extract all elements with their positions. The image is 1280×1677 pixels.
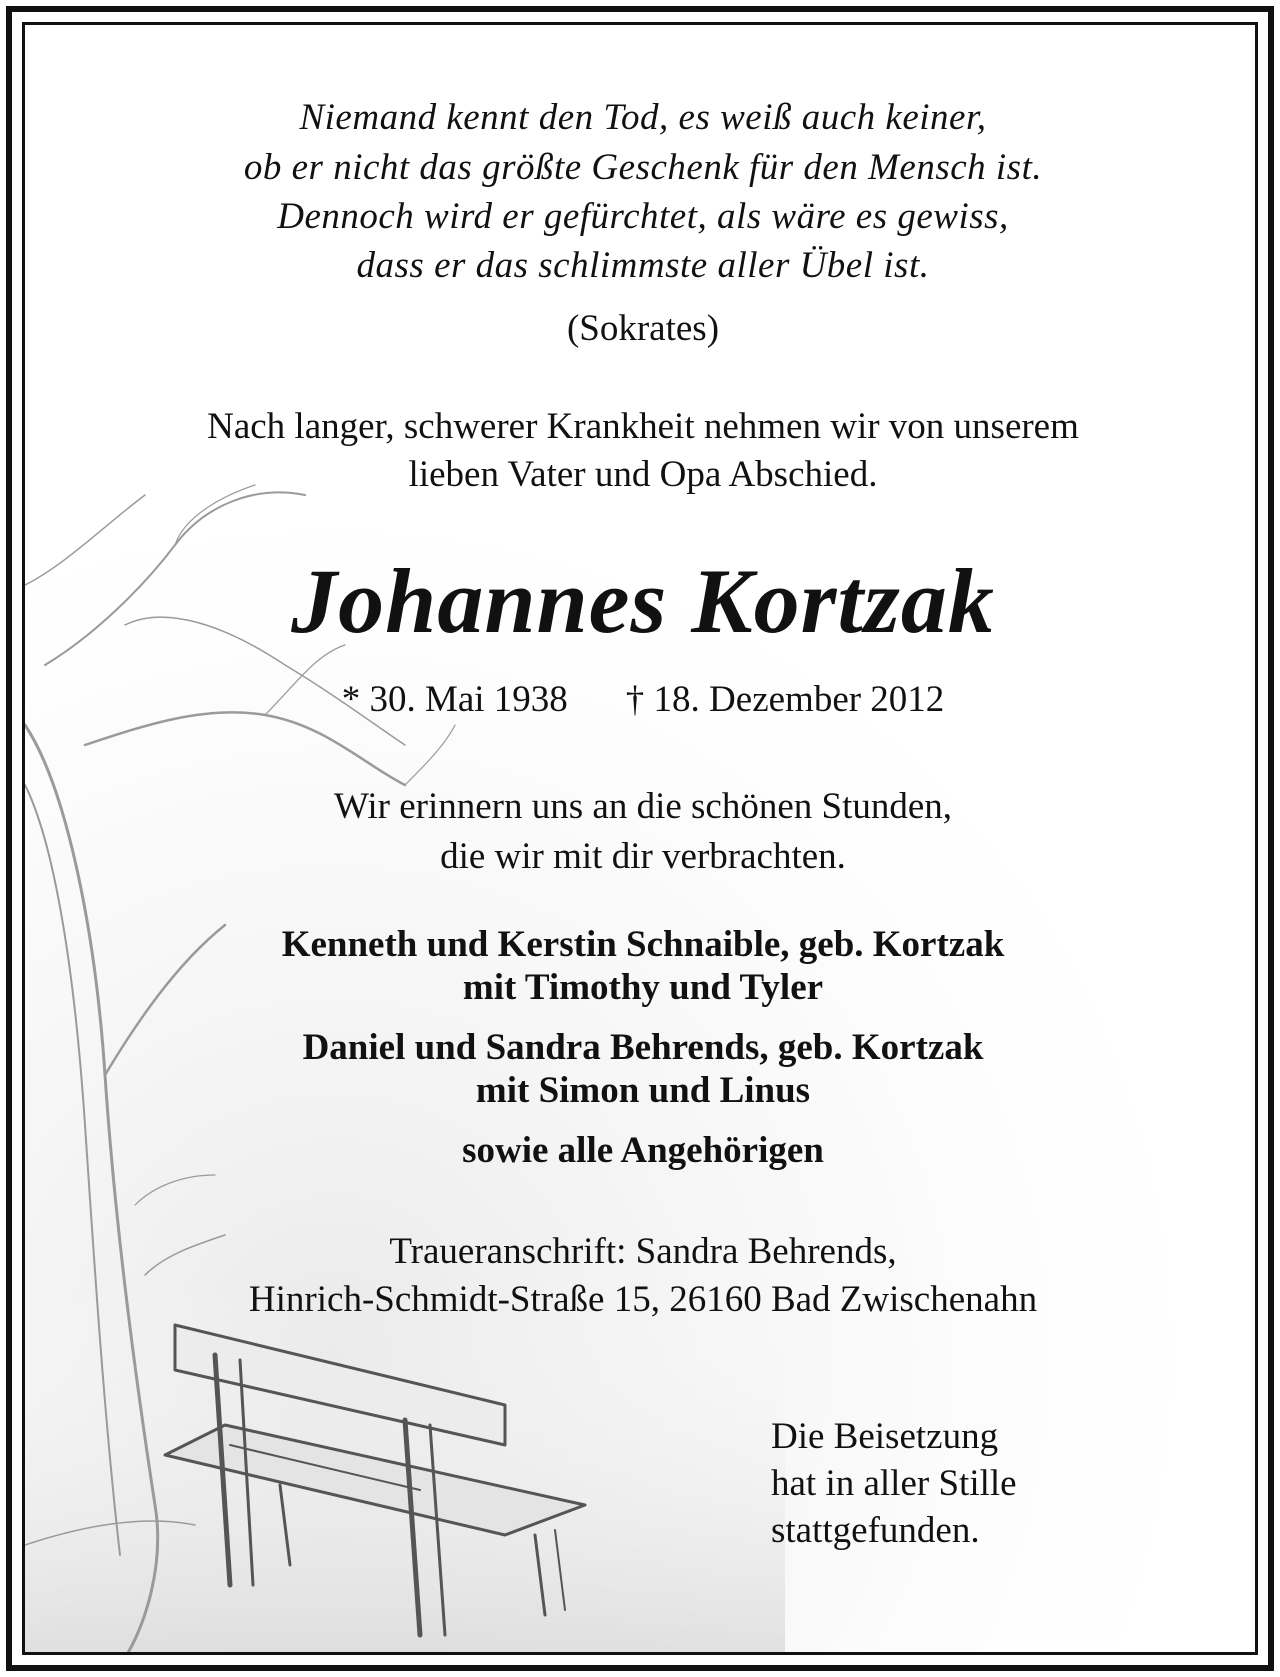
- quote-line-4: dass er das schlimmste aller Übel ist.: [356, 245, 930, 286]
- intro-line-1: Nach langer, schwerer Krankheit nehmen wir von unserem: [207, 406, 1079, 447]
- funeral-note-line-3: stattgefunden.: [771, 1510, 980, 1551]
- life-dates: [25, 678, 1258, 721]
- deceased-name: Johannes Kortzak: [291, 550, 995, 652]
- mourner-others: sowie alle Angehörigen: [462, 1130, 824, 1171]
- funeral-note-line-1: Die Beisetzung: [771, 1416, 999, 1457]
- mourner-family-1: Kenneth und Kerstin Schnaible, geb. Kortzak: [281, 924, 1005, 965]
- mourner-family-1-children: mit Timothy und Tyler: [462, 967, 824, 1008]
- address-line-2: Hinrich-Schmidt-Straße 15, 26160 Bad Zwischenahn: [248, 1279, 1038, 1320]
- quote-author: (Sokrates): [566, 308, 720, 349]
- remembrance-line-1: Wir erinnern uns an die schönen Stunden,: [333, 786, 953, 827]
- quote-line-1: Niemand kennt den Tod, es weiß auch keiner,: [299, 97, 987, 138]
- funeral-note-line-2: hat in aller Stille: [771, 1463, 1017, 1504]
- death-date: † 18. Dezember 2012: [625, 679, 945, 720]
- quote-line-2: ob er nicht das größte Geschenk für den Mensch ist.: [243, 147, 1043, 188]
- quote-line-3: Dennoch wird er gefürchtet, als wäre es gewiss,: [277, 196, 1009, 237]
- obituary-card: [22, 22, 1258, 1655]
- intro-line-2: lieben Vater und Opa Abschied.: [408, 454, 878, 495]
- mourner-family-2: Daniel und Sandra Behrends, geb. Kortzak: [302, 1027, 984, 1068]
- birth-date: * 30. Mai 1938: [341, 679, 568, 720]
- mourner-family-2-children: mit Simon und Linus: [475, 1070, 811, 1111]
- address-line-1: Traueranschrift: Sandra Behrends,: [389, 1231, 897, 1272]
- remembrance-line-2: die wir mit dir verbrachten.: [440, 836, 846, 877]
